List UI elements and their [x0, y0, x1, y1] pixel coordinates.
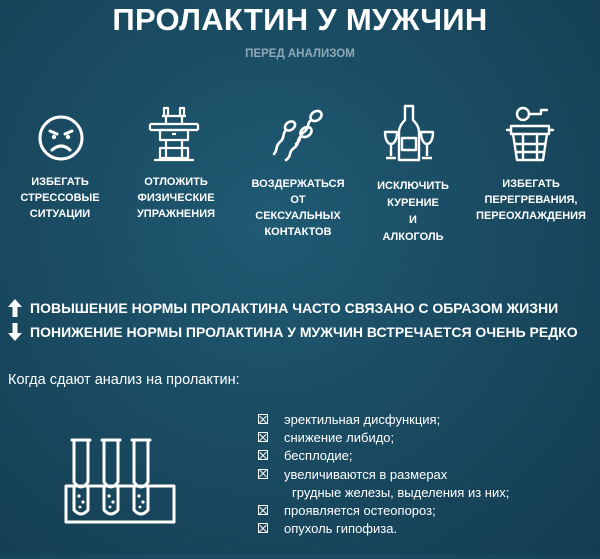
note-decrease-text: ПОНИЖЕНИЕ НОРМЫ ПРОЛАКТИНА У МУЖЧИН ВСТРЕЧАЕТСЯ ОЧЕНЬ РЕДКО [30, 324, 578, 340]
tip-line: УПРАЖНЕНИЯ [136, 208, 216, 220]
arrow-up-icon [8, 299, 22, 317]
tip-line: КУРЕНИЕ [387, 197, 439, 209]
checkbox-x-icon [258, 414, 268, 424]
page-subtitle: ПЕРЕД АНАЛИЗОМ [245, 48, 355, 60]
list-item: эректильная дисфункция; [258, 411, 509, 429]
indications-list [258, 411, 509, 538]
tip-line: ИЗБЕГАТЬ [502, 178, 560, 190]
tip-label-abstain [238, 176, 358, 240]
tip-label-temperature [468, 176, 594, 224]
tip-line: ПЕРЕГРЕВАНИЯ, [484, 194, 578, 206]
tip-label-smoking [362, 178, 464, 246]
tip-label-stress [8, 174, 112, 222]
tip-line: АЛКОГОЛЬ [382, 231, 444, 243]
tip-line: ОТ [290, 194, 306, 206]
test-tubes-icon [64, 430, 176, 554]
list-item: увеличиваются в размерах [258, 466, 509, 484]
tip-line: СЕКСУАЛЬНЫХ [255, 210, 341, 222]
tip-line: ИЗБЕГАТЬ [31, 176, 89, 188]
sauna-bucket-icon [497, 104, 561, 168]
tip-line: ПЕРЕОХЛАЖДЕНИЯ [476, 210, 586, 222]
tip-label-exercise [120, 174, 232, 222]
checkbox-x-icon [258, 450, 268, 460]
list-item: опухоль гипофиза. [258, 520, 509, 538]
exercise-machine-icon [142, 104, 206, 168]
sad-face-icon [29, 106, 93, 170]
when-heading: Когда сдают анализ на пролактин: [8, 372, 240, 388]
arrow-down-icon [8, 323, 22, 341]
tip-line: И [409, 214, 417, 226]
note-increase [8, 299, 558, 317]
tip-line: ФИЗИЧЕСКИЕ [137, 192, 215, 204]
tip-line: ИСКЛЮЧИТЬ [377, 180, 449, 192]
tip-line: ОТЛОЖИТЬ [144, 176, 208, 188]
list-item-continuation: грудные железы, выделения из них; [292, 484, 510, 500]
tip-line: ВОЗДЕРЖАТЬСЯ [251, 178, 345, 190]
list-item: снижение либидо; [258, 429, 509, 447]
checkbox-x-icon [258, 523, 268, 533]
tip-line: СТРЕССОВЫЕ [20, 192, 100, 204]
checkbox-x-icon [258, 505, 268, 515]
bottle-glasses-icon [377, 102, 441, 166]
note-increase-text: ПОВЫШЕНИЕ НОРМЫ ПРОЛАКТИНА ЧАСТО СВЯЗАНО С ОБРАЗОМ ЖИЗНИ [30, 300, 559, 316]
list-item: проявляется остеопороз; [258, 502, 509, 520]
page-title: ПРОЛАКТИН У МУЖЧИН [112, 2, 488, 37]
note-decrease [8, 323, 578, 341]
checkbox-x-icon [258, 469, 268, 479]
tip-line: КОНТАКТОВ [264, 226, 332, 238]
sperm-icon [268, 104, 332, 168]
checkbox-x-icon [258, 432, 268, 442]
tip-line: СИТУАЦИИ [29, 208, 91, 220]
list-item: бесплодие; [258, 447, 509, 465]
